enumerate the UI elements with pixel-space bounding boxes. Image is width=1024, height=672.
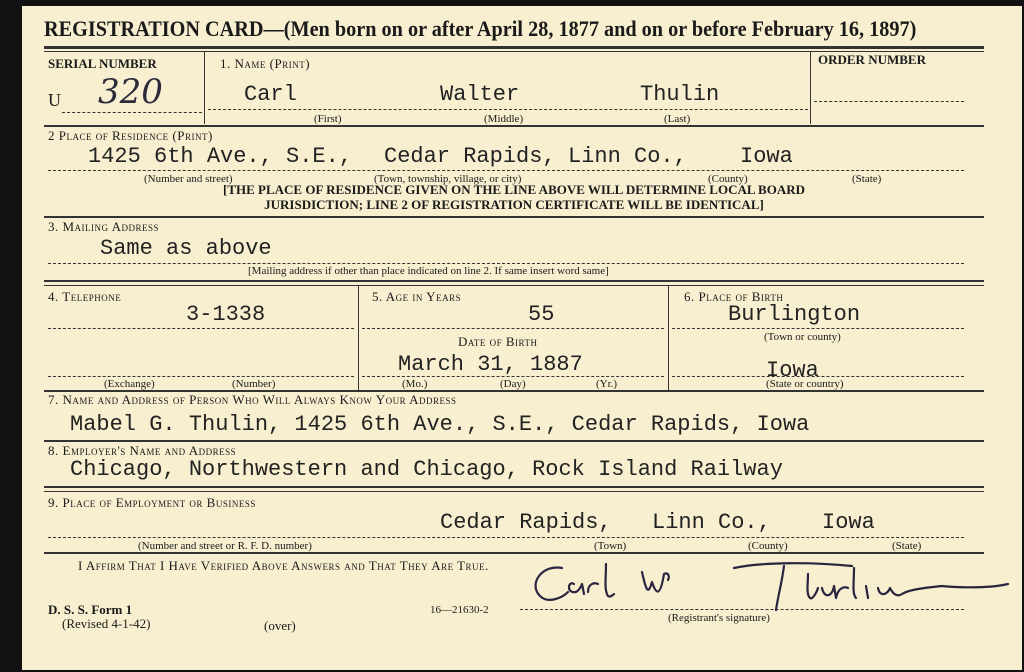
year-caption: (Yr.) — [596, 378, 618, 390]
telephone-value: 3-1338 — [186, 302, 266, 327]
birthplace-label: 6. Place of Birth — [684, 289, 784, 304]
row3-rule-2 — [44, 285, 984, 286]
middle-caption: (Middle) — [484, 113, 524, 125]
serial-divider — [204, 52, 205, 124]
row3-rule — [44, 280, 984, 282]
print-code: 16—21630-2 — [430, 604, 489, 616]
order-divider — [810, 52, 811, 124]
birthplace-state: Iowa — [766, 358, 819, 383]
residence-label: 2 Place of Residence (Print) — [48, 128, 213, 143]
serial-number-value: 320 — [98, 72, 163, 112]
employment-state-caption: (State) — [892, 540, 922, 552]
name-line — [208, 109, 808, 110]
row8-rule — [44, 486, 984, 488]
last-name: Thulin — [640, 82, 720, 107]
mailing-label: 3. Mailing Address — [48, 219, 159, 234]
birthplace-line-2 — [672, 376, 964, 377]
row8-rule-2 — [44, 491, 984, 492]
row1-rule — [44, 125, 984, 127]
card-subtitle: (Men born on or after April 28, 1877 and on or before February 16, 1897) — [283, 16, 917, 41]
employment-county-caption: (County) — [748, 540, 788, 552]
age-line — [362, 328, 664, 329]
form-revised: (Revised 4-1-42) — [62, 616, 151, 631]
employment-line — [48, 537, 964, 538]
employment-state: Iowa — [822, 510, 875, 535]
employment-label: 9. Place of Employment or Business — [48, 495, 256, 510]
date-of-birth-value: March 31, 1887 — [398, 352, 583, 377]
last-caption: (Last) — [664, 113, 691, 125]
first-name: Carl — [244, 82, 297, 107]
signature-line — [520, 609, 964, 610]
employer-value: Chicago, Northwestern and Chicago, Rock Island Railway — [70, 457, 783, 482]
employment-street-caption: (Number and street or R. F. D. number) — [138, 540, 312, 552]
exchange-caption: (Exchange) — [104, 378, 155, 390]
registrant-signature — [522, 554, 1012, 616]
name-label: 1. Name (Print) — [220, 56, 311, 71]
residence-county-caption: (County) — [708, 173, 748, 185]
mailing-caption: [Mailing address if other than place indicated on line 2. If same insert word same] — [248, 265, 609, 277]
employer-label: 8. Employer's Name and Address — [48, 443, 237, 458]
birthplace-line-1 — [672, 328, 964, 329]
residence-line — [48, 170, 964, 171]
row7-rule — [44, 440, 984, 442]
residence-street: 1425 6th Ave., S.E., — [88, 144, 353, 169]
birthplace-town: Burlington — [728, 302, 861, 327]
telephone-line-2 — [48, 376, 354, 377]
residence-note-line-1: [THE PLACE OF RESIDENCE GIVEN ON THE LINE ABOVE WILL DETERMINE LOCAL BOARD — [223, 182, 805, 197]
contact-value: Mabel G. Thulin, 1425 6th Ave., S.E., Cedar Rapids, Iowa — [70, 412, 810, 437]
birthplace-state-caption: (State or country) — [766, 378, 844, 390]
serial-line — [62, 112, 202, 113]
signature-caption: (Registrant's signature) — [668, 612, 770, 624]
order-number-line — [814, 101, 964, 102]
date-of-birth-label: Date of Birth — [458, 334, 538, 349]
residence-street-caption: (Number and street) — [144, 173, 233, 185]
dob-line — [362, 376, 664, 377]
telephone-label: 4. Telephone — [48, 289, 122, 304]
birthplace-town-caption: (Town or county) — [764, 331, 841, 343]
registration-card — [22, 6, 1022, 670]
month-caption: (Mo.) — [402, 378, 428, 390]
telephone-line-1 — [48, 328, 354, 329]
serial-number-label: SERIAL NUMBER — [48, 56, 157, 71]
residence-county: Linn Co., — [568, 144, 687, 169]
employment-town: Cedar Rapids, — [440, 510, 612, 535]
residence-note-line-2: JURISDICTION; LINE 2 OF REGISTRATION CERTIFICATE WILL BE IDENTICAL] — [264, 197, 764, 212]
employment-county: Linn Co., — [652, 510, 771, 535]
residence-state-caption: (State) — [852, 173, 882, 185]
employment-town-caption: (Town) — [594, 540, 627, 552]
day-caption: (Day) — [500, 378, 526, 390]
row2-rule — [44, 216, 984, 218]
residence-city-caption: (Town, township, village, or city) — [374, 173, 522, 185]
mailing-line — [48, 263, 964, 264]
form-number: D. S. S. Form 1 — [48, 602, 133, 617]
card-header — [44, 16, 916, 42]
first-caption: (First) — [314, 113, 342, 125]
age-label: 5. Age in Years — [372, 289, 462, 304]
affirmation-text: I Affirm That I Have Verified Above Answers and That They Are True. — [78, 558, 489, 573]
residence-note — [44, 182, 984, 212]
card-title: REGISTRATION CARD— — [44, 16, 284, 41]
header-rule — [44, 46, 984, 49]
over-note: (over) — [264, 618, 296, 633]
serial-prefix: U — [48, 90, 61, 110]
contact-label: 7. Name and Address of Person Who Will Always Know Your Address — [48, 392, 457, 407]
middle-name: Walter — [440, 82, 520, 107]
age-divider — [668, 286, 669, 390]
mailing-value: Same as above — [100, 236, 272, 261]
telephone-divider — [358, 286, 359, 390]
order-number-label: ORDER NUMBER — [818, 52, 926, 67]
residence-city: Cedar Rapids, — [384, 144, 556, 169]
residence-state: Iowa — [740, 144, 793, 169]
number-caption: (Number) — [232, 378, 276, 390]
age-value: 55 — [528, 302, 555, 327]
